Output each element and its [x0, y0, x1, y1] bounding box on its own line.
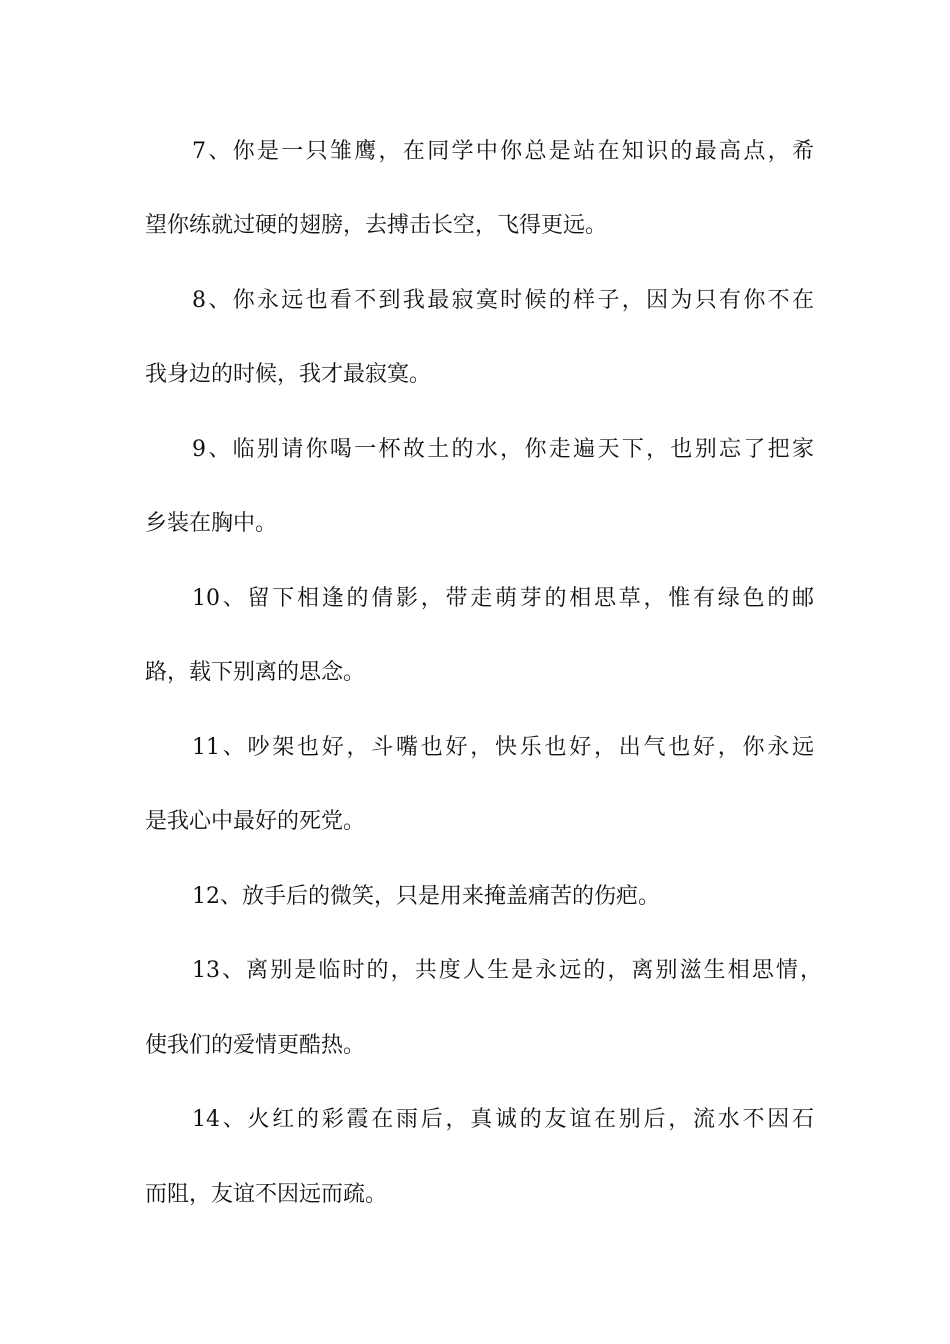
paragraph-14-line-2: 而阻，友谊不因远而疏。 [145, 1182, 388, 1207]
paragraph-14-line-1: 14、火红的彩霞在雨后，真诚的友谊在别后，流水不因石 [192, 1107, 814, 1132]
paragraph-11-line-1: 11、吵架也好，斗嘴也好，快乐也好，出气也好，你永远 [192, 735, 814, 760]
paragraph-11-line-2: 是我心中最好的死党。 [145, 809, 366, 834]
paragraph-8-line-2: 我身边的时候，我才最寂寞。 [145, 362, 432, 387]
paragraph-7-line-1: 7、你是一只雏鹰，在同学中你总是站在知识的最高点，希 [192, 139, 814, 164]
paragraph-8-line-1: 8、你永远也看不到我最寂寞时候的样子，因为只有你不在 [192, 288, 814, 313]
paragraph-9-line-2: 乡装在胸中。 [145, 511, 278, 536]
paragraph-13-line-1: 13、离别是临时的，共度人生是永远的，离别滋生相思情， [192, 958, 822, 983]
paragraph-10-line-1: 10、留下相逢的倩影，带走萌芽的相思草，惟有绿色的邮 [192, 586, 814, 611]
paragraph-9-line-1: 9、临别请你喝一杯故土的水，你走遍天下，也别忘了把家 [192, 437, 814, 462]
paragraph-7-line-2: 望你练就过硬的翅膀，去搏击长空，飞得更远。 [145, 213, 608, 238]
paragraph-12-line-1: 12、放手后的微笑，只是用来掩盖痛苦的伤疤。 [192, 884, 660, 909]
paragraph-13-line-2: 使我们的爱情更酷热。 [145, 1033, 366, 1058]
paragraph-10-line-2: 路，载下别离的思念。 [145, 660, 366, 685]
